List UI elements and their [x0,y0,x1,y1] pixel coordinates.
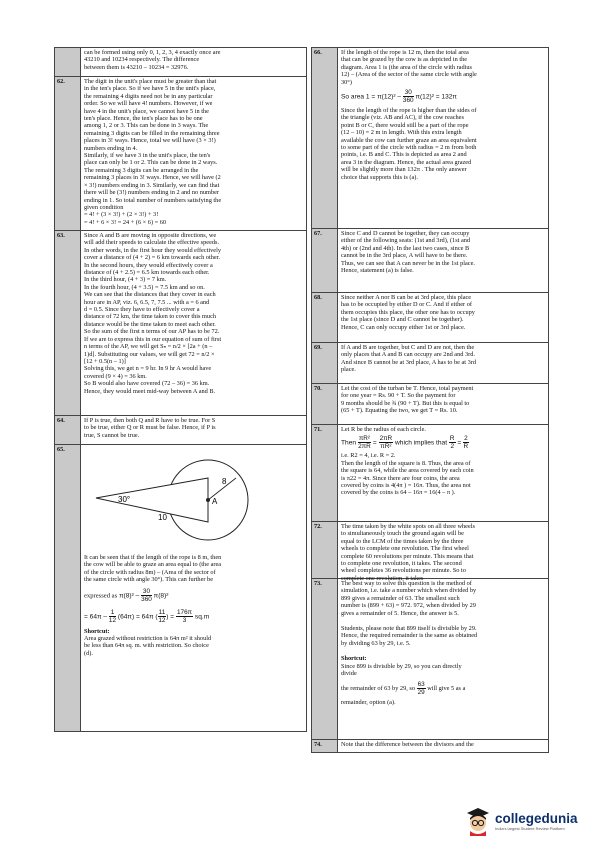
question-number: 70. [312,384,338,424]
length-8-label: 8 [222,477,227,486]
solution-row-74 [312,740,549,753]
question-number: 68. [312,293,338,342]
solution-row-65 [55,445,307,732]
radius-equation: Then $\frac{\text{πR²}}{2\pi R}$ = $\frac{2\pi R}{\text{πR²}}$ which implies that $\frac{R}{2}$ = $\frac{2}{R}$ [341,435,469,451]
question-number: 73. [312,579,338,739]
angle-label: 30° [118,495,131,504]
question-number: 71. [312,425,338,521]
shortcut-text: Since 899 is divisible by 29, so you can directly divide [341,662,462,678]
right-solutions-table [311,47,549,753]
solution-text: If A and B are together, but C and D are not, then the only places that A and B can occupy are 2nd and 3rd. And since B cannot be at 3rd place, A has to be at 3rd place. [341,344,476,374]
solution-row-71 [312,425,549,522]
collegedunia-logo [464,804,592,838]
solution-row-70 [312,384,549,425]
solution-row-67 [312,229,549,293]
solution-text: Note that the difference between the divisors and the [341,741,474,748]
shortcut-text: Area grazed without restriction is 64π m² it should be less than 64π sq. m. with restriction. So choice (d). [84,635,212,657]
solution-text: Since A and B are moving in opposite directions, we will add their speeds to calculate the effective speeds. In other words, in the first hour they would effectively cover a distance of (4 + 2) = 6 km towards each other. In the second hours, they would effectively cover a distance of (4 + 2.5) = 6.5 km towards each other. In the third hour, (4 + 3) = 7 km. In the fourth hour, (4 + 3.5) = 7.5 km and so on. We can see that the distances that they cover in each hour are in AP, viz. 6, 6.5, 7, 7.5 ... with a = 6 and d = 0.5. Since they have to effectively cover a distance of 72 km, the time taken to cover this much distance would be the time taken to meet each other. So the sum of the first n terms of our AP has to be 72. If we are to express this in our equation of sum of first n terms of the AP, we will get Sₙ = n/2 × [2a + (n – 1)d]. Substituting our values, we will get 72 = n/2 × [12 + 0.5(n – 1)] Solving this, we get n = 9 hr. In 9 hr A would have covered (9 × 4) = 36 km. So B would also have covered (72 – 36) = 36 km. Hence, they would meet mid-way between A and B. [84,232,222,395]
solution-text: It can be seen that if the length of the rope is 8 m, then the cow will be able to graze an area equal to (the area of the circle with radius 8m) – (Area of the sector of the same circle with angle 30°). This can further be [84,554,222,584]
area-expression-1: expressed as π(8)² – $\frac{30}{360}$ π(8)² [84,587,169,603]
question-number [55,48,81,76]
question-number: 74. [312,740,338,752]
solution-row-69 [312,343,549,384]
solution-text: If P is true, then both Q and R have to be true. For S to be true, either Q or R must be false. Hence, if P is true, S cannot be true. [84,417,216,439]
continued-row [55,48,307,77]
question-number: 62. [55,77,81,230]
solution-row-66 [312,48,549,229]
solution-text: Since neither A nor B can be at 3rd place, this place has to be occupied by either D or C. And if either of them occupies this place, the other one has to occupy the 1st place (since D and C cannot be together). Hence, C can only occupy either 1st or 3rd place. [341,294,475,331]
logo-tagline: India's largest Student Review Platform [495,826,565,831]
solution-text: Students, please note that 899 itself is divisible by 29. Hence, the required remainder is the same as obtained by dividing 63 by 29, i.e. 5. [341,625,478,647]
mascot-icon [464,806,492,836]
left-solutions-table [54,47,307,732]
point-a-dot [206,498,210,502]
solution-row-72 [312,522,549,582]
length-10-label: 10 [158,513,167,522]
solution-row-68 [312,293,549,343]
solution-text: Let R be the radius of each circle. [341,426,426,433]
triangle-shape [96,478,208,522]
cow-grazing-diagram [90,454,290,544]
area-1-formula: So area 1 = π(12)² – $\frac{30}{360}$ π(12)² = 132π [341,89,457,105]
solution-text: The digit in the unit's place must be greater than that in the ten's place. So if we have 5 in the unit's place, the remaining 4 digits need not be in any particular order. So we will have 4! numbers. However, if we have 4 in the unit's place, we cannot have 5 in the ten's place. Hence, the ten's place has to be one among 1, 2 or 3. This can be done in 3 ways. The remaining 3 digits can be filled in the remaining three places in 3! ways. Hence, total we will have (3 × 3!) numbers ending in 4. Similarly, if we have 3 in the unit's place, the ten's place can only be 1 or 2. This can be done in 2 ways. The remaining 3 digits can be arranged in the remaining 3 places in 3! ways. Hence, we will have (2 × 3!) numbers ending in 3. Similarly, we can find that there will be (3!) numbers ending in 2 and no number ending in 1. So total number of numbers satisfying the given condition = 4! + (3 × 3!) + (2 × 3!) + 3! = 4! + 6 × 3! = 24 + (6 × 6) = 60 [84,78,222,226]
solution-text: can be formed using only 0, 1, 2, 3, 4 exactly once are 43210 and 10234 respectively. The difference between them is 43210 – 10234 = 32976. [84,49,221,71]
solution-text: Since C and D cannot be together, they can occupy either of the following seats: (1st and 3rd), (1st and 4th) or (2nd and 4th). In the last two cases, since B cannot be in the 3rd place, A will have to be there. Thus, we can see that A can never be in the 1st place. Hence, statement (a) is false. [341,230,475,275]
remainder-line: the remainder of 63 by 29, so $\frac{63}{29}$ will give 5 as a [341,681,466,697]
question-number: 72. [312,522,338,578]
area-expression-2: = 64π – $\frac{1}{12}$ (64π) = 64π ( $\frac{11}{12}$ ) = $\frac{176\pi}{3}$ sq.m [84,608,210,624]
solution-row-64 [55,416,307,445]
solution-text: If the length of the rope is 12 m, then the total area that can be grazed by the cow is as depicted in the diagram. Area 1 is (the area of the circle with radius 12) – (Area of the sector of the same circle with angle 30°) [341,49,477,86]
logo-wordmark: collegedunia [495,811,578,826]
solution-text: The best way to solve this question is the method of simulation, i.e. take a number which when divided by 899 gives a remainder of 63. The smallest such number is (899 + 63) = 972. 972, when divided by 29 gives a remainder of 5. Hence, the answer is 5. [341,580,477,617]
question-number: 67. [312,229,338,292]
solution-row-63 [55,231,307,416]
solution-text: The time taken by the white spots on all three wheels to simultaneously touch the ground again will be equal to the LCM of the times taken by the three wheels to complete one revolution. The first wheel complete 60 revolutions per minute. This means that to complete one revolution, it takes. The second wheel completes 36 revolutions per minute. So to complete one revolution, it takes [341,523,475,582]
point-a-label: A [212,497,218,506]
question-number: 66. [312,48,338,228]
shortcut-label: Shortcut: [84,627,110,635]
shortcut-label: Shortcut: [341,655,367,663]
question-number: 64. [55,416,81,444]
solution-text: Since the length of the rope is higher than the sides of the triangle (viz. AB and AC), if the cow reaches point B or C, there would still be a part of the rope (12 – 10) = 2 m in length. With this extra length available the cow can further graze an area equivalent to some part of the circle with radius = 2 m from both points, i.e. B and C. This is depicted as area 2 and area 3 in the diagram. Hence, the actual area grazed will be slightly more than 132π . The only answer choice that supports this is (a). [341,107,477,181]
solution-row-73 [312,579,549,740]
solution-row-62 [55,77,307,231]
solution-text: i.e. R2 = 4, i.e. R = 2. Then the length of the square is 8. Thus, the area of the square is 64, while the area covered by each coin is π22 = 4π. Since there are four coins, the area covered by coins is 4(4π ) = 16π. Thus, the area not covered by the coins is 64 – 16π = 16(4 – π ). [341,452,474,497]
solution-text: remainder, option (a). [341,699,396,707]
question-number: 63. [55,231,81,415]
solution-text: Let the cost of the turban be T. Hence, total payment for one year = Rs. 90 + T. So the payment for 9 months should be ¾ (90 + T). But this is equal to (65 + T). Equating the two, we get T = Rs. 10. [341,385,474,415]
question-number: 65. [55,445,81,731]
question-number: 69. [312,343,338,383]
